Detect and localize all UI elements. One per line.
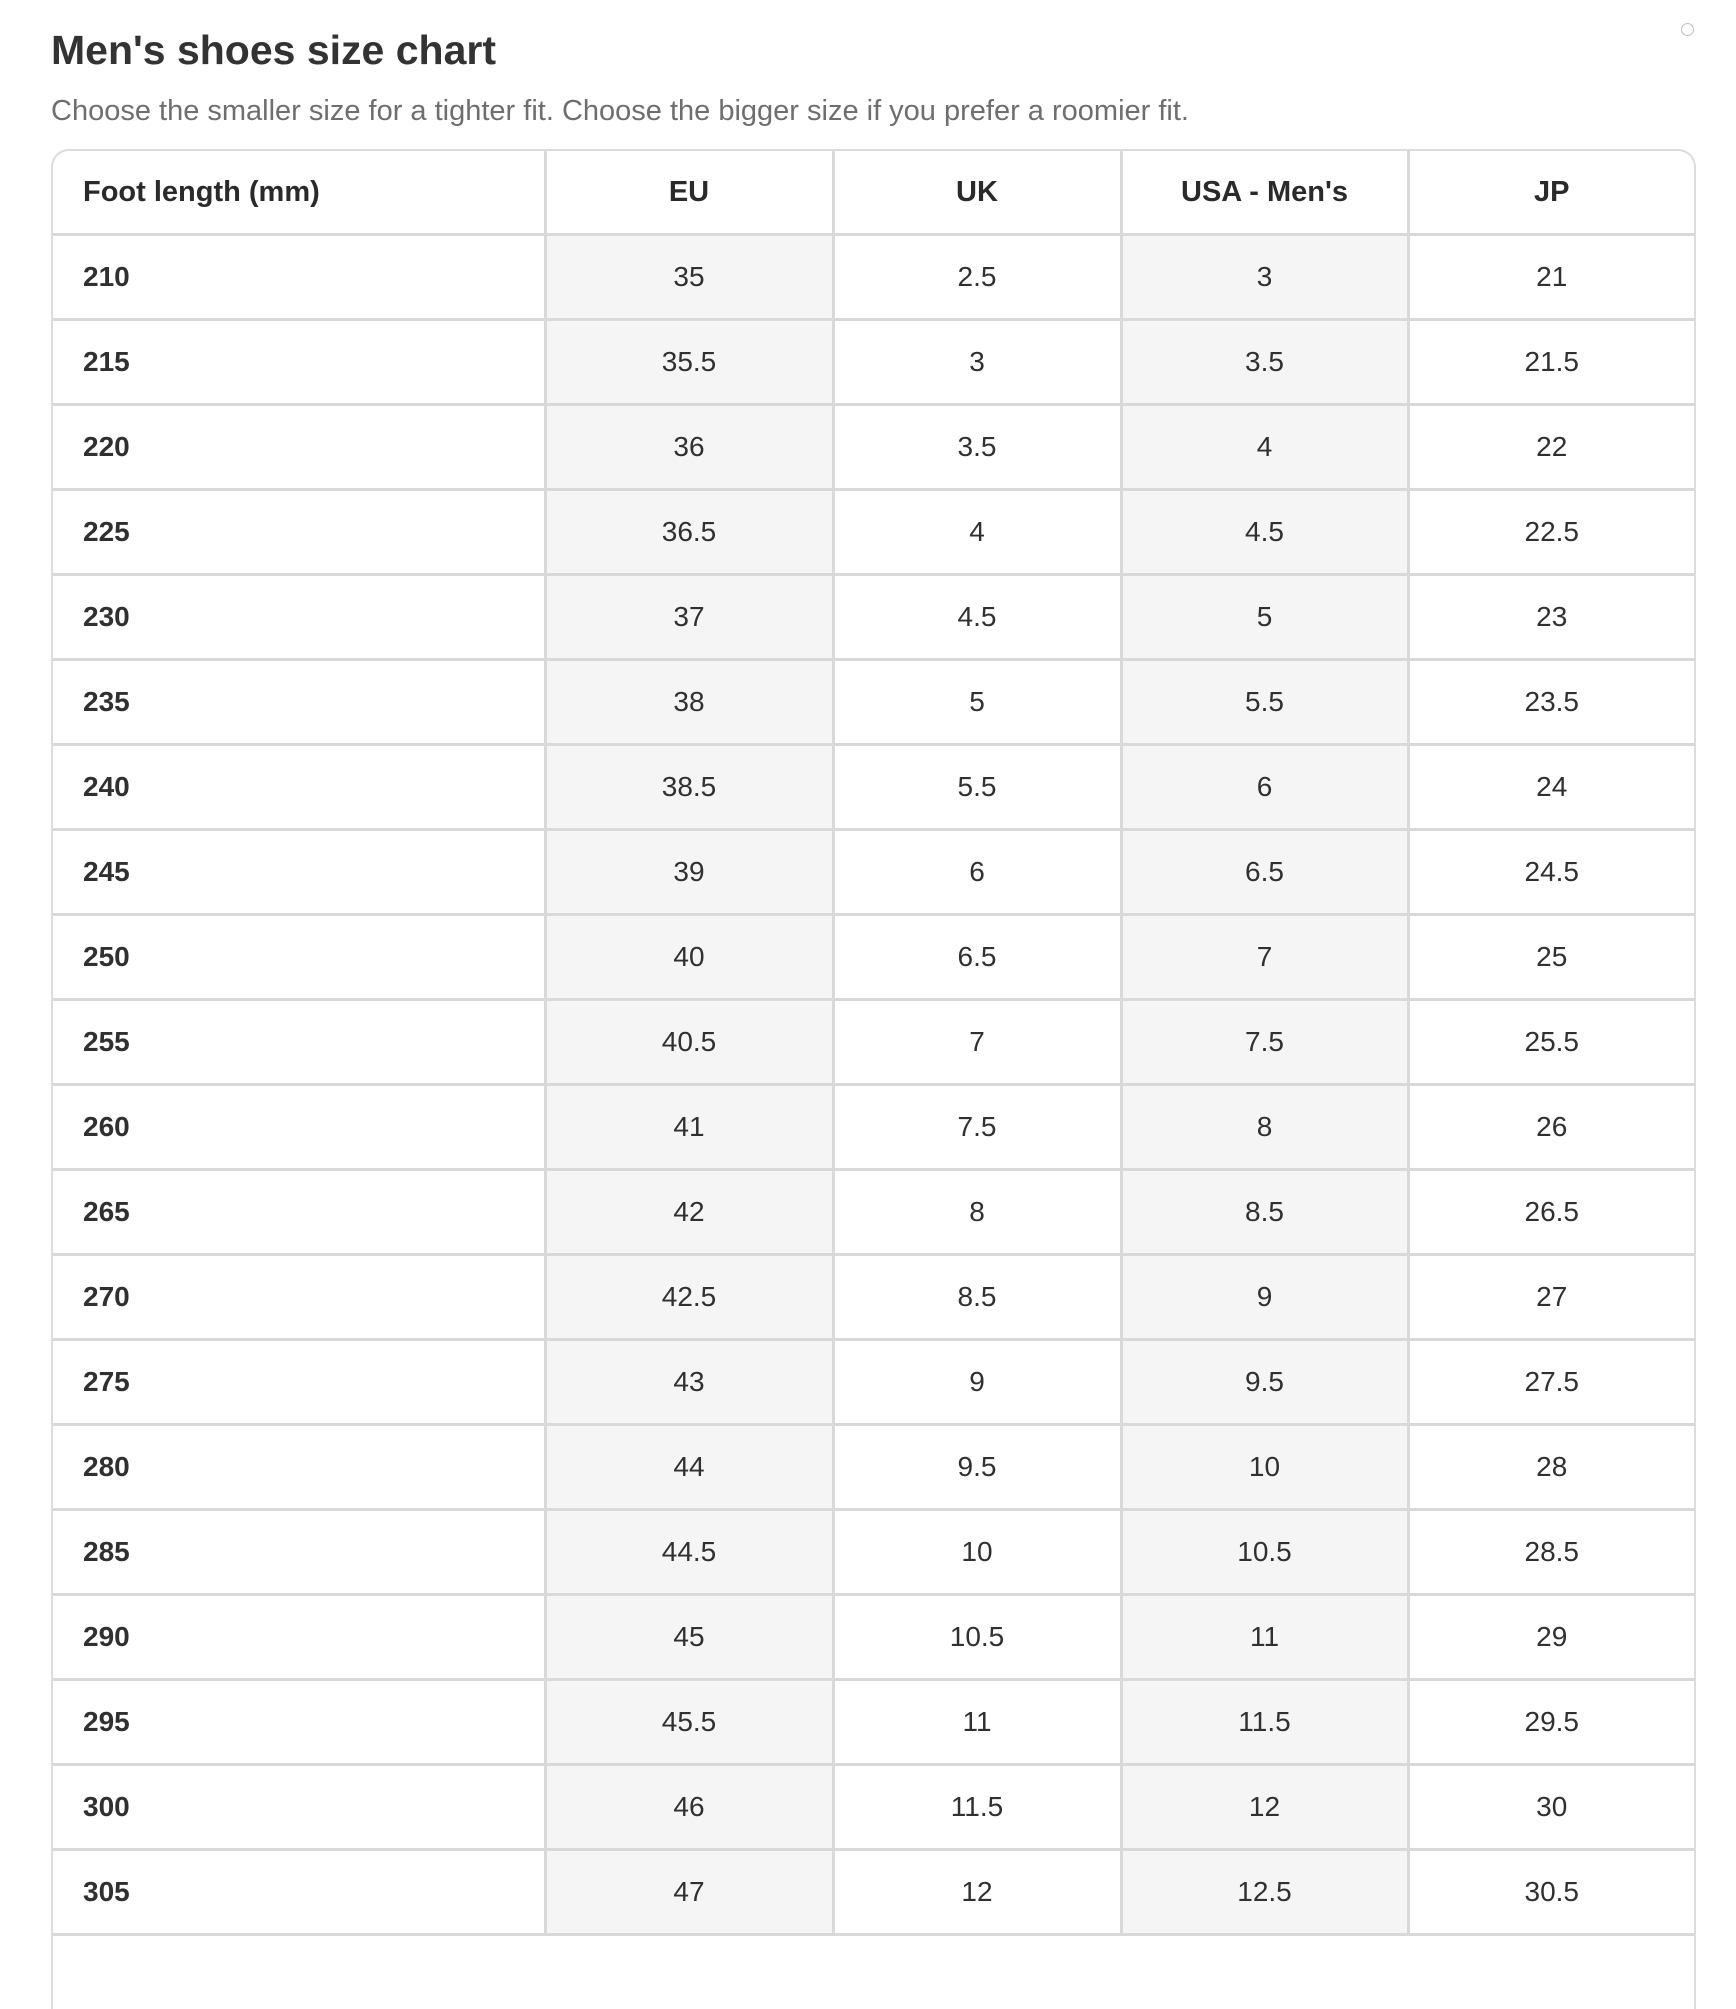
eu-cell: 35 (545, 235, 833, 320)
jp-cell: 21.5 (1408, 320, 1694, 405)
eu-cell: 45 (545, 1595, 833, 1680)
foot-length-cell: 260 (53, 1085, 545, 1170)
uk-cell: 8 (833, 1170, 1121, 1255)
foot-length-cell: 305 (53, 1850, 545, 1935)
table-body (53, 235, 1694, 1935)
eu-cell: 42 (545, 1170, 833, 1255)
table-row (53, 320, 1694, 405)
uk-cell: 3 (833, 320, 1121, 405)
usa-mens-cell: 10 (1121, 1425, 1408, 1510)
table-row (53, 405, 1694, 490)
table-row (53, 1425, 1694, 1510)
uk-cell: 6.5 (833, 915, 1121, 1000)
foot-length-cell: 230 (53, 575, 545, 660)
table-row (53, 1595, 1694, 1680)
foot-length-cell: 300 (53, 1765, 545, 1850)
jp-cell: 30.5 (1408, 1850, 1694, 1935)
close-circle-icon[interactable] (1681, 23, 1694, 36)
eu-cell: 43 (545, 1340, 833, 1425)
table-row (53, 830, 1694, 915)
eu-cell: 40 (545, 915, 833, 1000)
jp-cell: 24.5 (1408, 830, 1694, 915)
table-row (53, 1170, 1694, 1255)
jp-cell: 28 (1408, 1425, 1694, 1510)
usa-mens-cell: 6.5 (1121, 830, 1408, 915)
foot-length-cell: 220 (53, 405, 545, 490)
table-row (53, 1255, 1694, 1340)
usa-mens-cell: 7.5 (1121, 1000, 1408, 1085)
usa-mens-cell: 3 (1121, 235, 1408, 320)
uk-cell: 6 (833, 830, 1121, 915)
table-row (53, 1765, 1694, 1850)
jp-cell: 22 (1408, 405, 1694, 490)
jp-cell: 21 (1408, 235, 1694, 320)
foot-length-cell: 235 (53, 660, 545, 745)
jp-cell: 24 (1408, 745, 1694, 830)
foot-length-cell: 280 (53, 1425, 545, 1510)
jp-cell: 27.5 (1408, 1340, 1694, 1425)
table-row (53, 1085, 1694, 1170)
uk-cell: 10 (833, 1510, 1121, 1595)
header-jp: JP (1408, 151, 1694, 235)
jp-cell: 25 (1408, 915, 1694, 1000)
jp-cell: 29.5 (1408, 1680, 1694, 1765)
size-chart-table (53, 151, 1694, 1936)
eu-cell: 44.5 (545, 1510, 833, 1595)
eu-cell: 46 (545, 1765, 833, 1850)
table-row (53, 490, 1694, 575)
table-row (53, 1340, 1694, 1425)
table-row (53, 660, 1694, 745)
eu-cell: 45.5 (545, 1680, 833, 1765)
page-title: Men's shoes size chart (51, 27, 496, 73)
page-subtitle: Choose the smaller size for a tighter fit. Choose the bigger size if you prefer a roomier fit. (51, 95, 1189, 127)
uk-cell: 9 (833, 1340, 1121, 1425)
uk-cell: 4.5 (833, 575, 1121, 660)
eu-cell: 41 (545, 1085, 833, 1170)
usa-mens-cell: 10.5 (1121, 1510, 1408, 1595)
eu-cell: 37 (545, 575, 833, 660)
usa-mens-cell: 6 (1121, 745, 1408, 830)
foot-length-cell: 290 (53, 1595, 545, 1680)
eu-cell: 39 (545, 830, 833, 915)
eu-cell: 40.5 (545, 1000, 833, 1085)
uk-cell: 3.5 (833, 405, 1121, 490)
usa-mens-cell: 12 (1121, 1765, 1408, 1850)
eu-cell: 36 (545, 405, 833, 490)
table-row (53, 915, 1694, 1000)
uk-cell: 5 (833, 660, 1121, 745)
foot-length-cell: 215 (53, 320, 545, 405)
foot-length-cell: 210 (53, 235, 545, 320)
usa-mens-cell: 8.5 (1121, 1170, 1408, 1255)
uk-cell: 9.5 (833, 1425, 1121, 1510)
usa-mens-cell: 3.5 (1121, 320, 1408, 405)
usa-mens-cell: 5 (1121, 575, 1408, 660)
eu-cell: 44 (545, 1425, 833, 1510)
table-row (53, 575, 1694, 660)
usa-mens-cell: 5.5 (1121, 660, 1408, 745)
jp-cell: 28.5 (1408, 1510, 1694, 1595)
eu-cell: 42.5 (545, 1255, 833, 1340)
foot-length-cell: 250 (53, 915, 545, 1000)
header-foot-length: Foot length (mm) (53, 151, 545, 235)
foot-length-cell: 245 (53, 830, 545, 915)
table-row (53, 745, 1694, 830)
usa-mens-cell: 9.5 (1121, 1340, 1408, 1425)
foot-length-cell: 270 (53, 1255, 545, 1340)
jp-cell: 27 (1408, 1255, 1694, 1340)
jp-cell: 29 (1408, 1595, 1694, 1680)
size-chart-table-container (51, 149, 1696, 2009)
table-row (53, 1680, 1694, 1765)
usa-mens-cell: 7 (1121, 915, 1408, 1000)
foot-length-cell: 295 (53, 1680, 545, 1765)
table-row (53, 235, 1694, 320)
jp-cell: 30 (1408, 1765, 1694, 1850)
uk-cell: 4 (833, 490, 1121, 575)
jp-cell: 23.5 (1408, 660, 1694, 745)
jp-cell: 25.5 (1408, 1000, 1694, 1085)
usa-mens-cell: 4 (1121, 405, 1408, 490)
header-eu: EU (545, 151, 833, 235)
usa-mens-cell: 9 (1121, 1255, 1408, 1340)
usa-mens-cell: 8 (1121, 1085, 1408, 1170)
uk-cell: 10.5 (833, 1595, 1121, 1680)
eu-cell: 36.5 (545, 490, 833, 575)
uk-cell: 8.5 (833, 1255, 1121, 1340)
eu-cell: 38 (545, 660, 833, 745)
usa-mens-cell: 12.5 (1121, 1850, 1408, 1935)
uk-cell: 7 (833, 1000, 1121, 1085)
jp-cell: 22.5 (1408, 490, 1694, 575)
table-header-row (53, 151, 1694, 235)
uk-cell: 12 (833, 1850, 1121, 1935)
jp-cell: 26.5 (1408, 1170, 1694, 1255)
usa-mens-cell: 4.5 (1121, 490, 1408, 575)
foot-length-cell: 255 (53, 1000, 545, 1085)
uk-cell: 7.5 (833, 1085, 1121, 1170)
foot-length-cell: 275 (53, 1340, 545, 1425)
usa-mens-cell: 11 (1121, 1595, 1408, 1680)
header-uk: UK (833, 151, 1121, 235)
usa-mens-cell: 11.5 (1121, 1680, 1408, 1765)
table-row (53, 1000, 1694, 1085)
jp-cell: 26 (1408, 1085, 1694, 1170)
uk-cell: 5.5 (833, 745, 1121, 830)
uk-cell: 11 (833, 1680, 1121, 1765)
table-row (53, 1850, 1694, 1935)
eu-cell: 38.5 (545, 745, 833, 830)
foot-length-cell: 285 (53, 1510, 545, 1595)
foot-length-cell: 240 (53, 745, 545, 830)
table-row (53, 1510, 1694, 1595)
foot-length-cell: 265 (53, 1170, 545, 1255)
uk-cell: 2.5 (833, 235, 1121, 320)
eu-cell: 35.5 (545, 320, 833, 405)
uk-cell: 11.5 (833, 1765, 1121, 1850)
eu-cell: 47 (545, 1850, 833, 1935)
jp-cell: 23 (1408, 575, 1694, 660)
foot-length-cell: 225 (53, 490, 545, 575)
header-usa-mens: USA - Men's (1121, 151, 1408, 235)
